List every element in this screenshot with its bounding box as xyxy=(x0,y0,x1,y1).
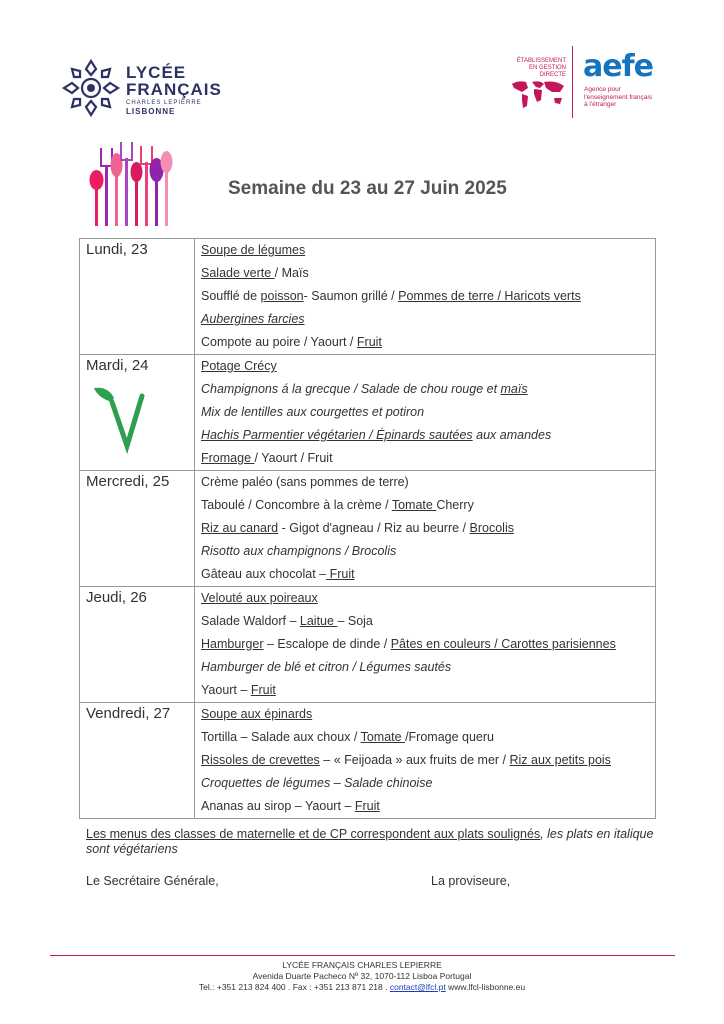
footer-email-link[interactable]: contact@lfcl.pt xyxy=(389,982,446,992)
logo-line-4: LISBONNE xyxy=(126,107,176,116)
dish-text: Tomate xyxy=(391,498,437,512)
dish-line xyxy=(201,494,655,517)
dish-text: Potage Crécy xyxy=(201,359,277,373)
dish-text: Riz aux petits pois xyxy=(509,753,611,767)
world-map-icon xyxy=(510,78,566,110)
dish-text: Hachis Parmentier végétarien / Épinards sautées xyxy=(201,428,473,442)
dish-text: poisson xyxy=(260,289,304,303)
lfcl-wordmark xyxy=(126,64,222,116)
dish-line xyxy=(201,517,655,540)
dish-text: Yaourt – xyxy=(201,683,251,697)
day-label: Jeudi, 26 xyxy=(86,589,147,606)
day-label: Mercredi, 25 xyxy=(86,473,170,490)
menu-day-row xyxy=(80,703,656,819)
page-title: Semaine du 23 au 27 Juin 2025 xyxy=(228,178,507,199)
menu-day-row xyxy=(80,355,656,471)
dish-text: Soufflé de xyxy=(201,289,261,303)
dish-text: aux amandes xyxy=(472,428,552,442)
day-label-cell xyxy=(80,703,195,819)
menu-day-row xyxy=(80,239,656,355)
dishes-cell xyxy=(195,703,656,819)
dish-line xyxy=(201,795,655,818)
dishes-cell xyxy=(195,587,656,703)
dish-line xyxy=(201,401,655,424)
signature-principal: La proviseure, xyxy=(431,874,511,888)
dish-line xyxy=(201,424,655,447)
weekly-menu-table xyxy=(79,238,656,819)
dish-line xyxy=(201,239,655,262)
dish-line xyxy=(201,587,655,610)
dish-text: Hamburger xyxy=(201,637,264,651)
dish-line xyxy=(201,633,655,656)
day-label-cell xyxy=(80,471,195,587)
lfcl-emblem-logo xyxy=(60,57,122,119)
dish-text: Brocolis xyxy=(469,521,514,535)
footer-address: Avenida Duarte Pacheco Nº 32, 1070-112 Lisboa Portugal xyxy=(252,971,472,981)
dish-text: Fruit xyxy=(250,683,276,697)
dish-line xyxy=(201,540,655,563)
dish-line xyxy=(201,308,655,331)
aefe-subtitle-3: à l'étranger xyxy=(584,101,617,108)
dish-line xyxy=(201,656,655,679)
dish-text: Fruit xyxy=(356,335,382,349)
dish-line xyxy=(201,331,655,354)
cutlery-illustration xyxy=(85,140,185,228)
footer-website: www.lfcl-lisbonne.eu xyxy=(445,982,526,992)
dish-text: / Maïs xyxy=(274,266,309,280)
dish-text: Tortilla – Salade aux choux / xyxy=(201,730,361,744)
dish-text: Fromage xyxy=(201,451,255,465)
dish-text: Soupe de légumes xyxy=(201,243,306,257)
dish-text: Aubergines farcies xyxy=(201,312,305,326)
aefe-wordmark: aefe xyxy=(583,49,653,84)
dish-line xyxy=(201,285,655,308)
day-label: Mardi, 24 xyxy=(86,357,149,374)
dish-text: – « Feijoada » aux fruits de mer / xyxy=(319,753,510,767)
footer-phone-fax: Tel.: +351 213 824 400 . Fax : +351 213 871 218 . xyxy=(198,982,390,992)
dish-line xyxy=(201,610,655,633)
dishes-cell xyxy=(195,355,656,471)
dish-text: Taboulé / Concombre à la crème / xyxy=(201,498,392,512)
dish-line xyxy=(201,262,655,285)
dish-text: Gâteau aux chocolat – xyxy=(201,567,327,581)
dish-line xyxy=(201,726,655,749)
dish-text: Salade verte xyxy=(201,266,275,280)
dish-text: Tomate xyxy=(360,730,406,744)
day-label: Lundi, 23 xyxy=(86,241,148,258)
dish-text: – Escalope de dinde / xyxy=(263,637,391,651)
dish-text: /Fromage queru xyxy=(405,730,494,744)
day-label: Vendredi, 27 xyxy=(86,705,171,722)
dish-text: Risotto aux champignons / Brocolis xyxy=(201,544,397,558)
vegetarian-icon xyxy=(90,384,164,454)
dishes-cell xyxy=(195,239,656,355)
aefe-subtitle-2: l'enseignement français xyxy=(584,93,653,101)
dish-text: Salade Waldorf – xyxy=(201,614,300,628)
dish-text: Champignons á la grecque / Salade de chou rouge et xyxy=(201,382,501,396)
menu-legend-note xyxy=(86,827,662,857)
menu-day-row xyxy=(80,587,656,703)
dish-text: Fruit xyxy=(326,567,355,581)
note-italic: , les plats en italique sont végétariens xyxy=(86,827,654,856)
dish-text: Crème paléo (sans pommes de terre) xyxy=(201,475,409,489)
dish-text: maïs xyxy=(500,382,528,396)
dish-text: Soupe aux épinards xyxy=(201,707,313,721)
dish-text: / Yaourt / Fruit xyxy=(254,451,333,465)
aefe-tagline xyxy=(506,58,566,79)
footer-divider xyxy=(50,955,675,956)
aefe-tagline-1: ÉTABLISSEMENT xyxy=(516,58,566,64)
logo-line-1: LYCÉE xyxy=(126,63,187,82)
dish-line xyxy=(201,772,655,795)
dish-line xyxy=(201,447,655,470)
dish-line xyxy=(201,563,655,586)
dish-text: - Saumon grillé / xyxy=(303,289,399,303)
aefe-subtitle-1: Agence pour xyxy=(584,86,621,93)
dish-text: Rissoles de crevettes xyxy=(201,753,320,767)
dish-text: Pommes de terre / Haricots verts xyxy=(398,289,581,303)
day-label-cell xyxy=(80,355,195,471)
dish-line xyxy=(201,703,655,726)
dish-text: Compote au poire / Yaourt / xyxy=(201,335,357,349)
dish-text: Riz au canard xyxy=(201,521,279,535)
aefe-divider xyxy=(572,46,573,118)
dish-text: Pâtes en couleurs / Carottes parisiennes xyxy=(390,637,616,651)
dish-line xyxy=(201,749,655,772)
signature-secretary: Le Secrétaire Générale, xyxy=(86,874,219,888)
dish-line xyxy=(201,679,655,702)
dish-text: – Soja xyxy=(337,614,373,628)
dishes-cell xyxy=(195,471,656,587)
footer-school-name: LYCÉE FRANÇAIS CHARLES LEPIERRE xyxy=(282,960,442,970)
logo-line-2: FRANÇAIS xyxy=(126,80,222,99)
dish-text: Mix de lentilles aux courgettes et potiron xyxy=(201,405,425,419)
footer xyxy=(0,960,724,993)
dish-line xyxy=(201,471,655,494)
dish-line xyxy=(201,378,655,401)
day-label-cell xyxy=(80,587,195,703)
menu-day-row xyxy=(80,471,656,587)
aefe-subtitle xyxy=(584,86,652,109)
day-label-cell xyxy=(80,239,195,355)
dish-text: Fruit xyxy=(354,799,380,813)
dish-text: Cherry xyxy=(436,498,474,512)
dish-text: Hamburger de blé et citron / Légumes sautés xyxy=(201,660,452,674)
dish-text: Velouté aux poireaux xyxy=(201,591,318,605)
footer-contact xyxy=(0,982,724,993)
logo-line-3: CHARLES LEPIERRE xyxy=(126,100,202,106)
dish-line xyxy=(201,355,655,378)
dish-text: Ananas au sirop – Yaourt – xyxy=(201,799,355,813)
dish-text: - Gigot d'agneau / Riz au beurre / xyxy=(278,521,470,535)
dish-text: Croquettes de légumes – Salade chinoise xyxy=(201,776,433,790)
dish-text: Laitue xyxy=(299,614,338,628)
note-underlined: Les menus des classes de maternelle et de CP correspondent aux plats soulignés xyxy=(86,827,541,841)
aefe-tagline-2: EN GESTION DIRECTE xyxy=(528,65,566,78)
